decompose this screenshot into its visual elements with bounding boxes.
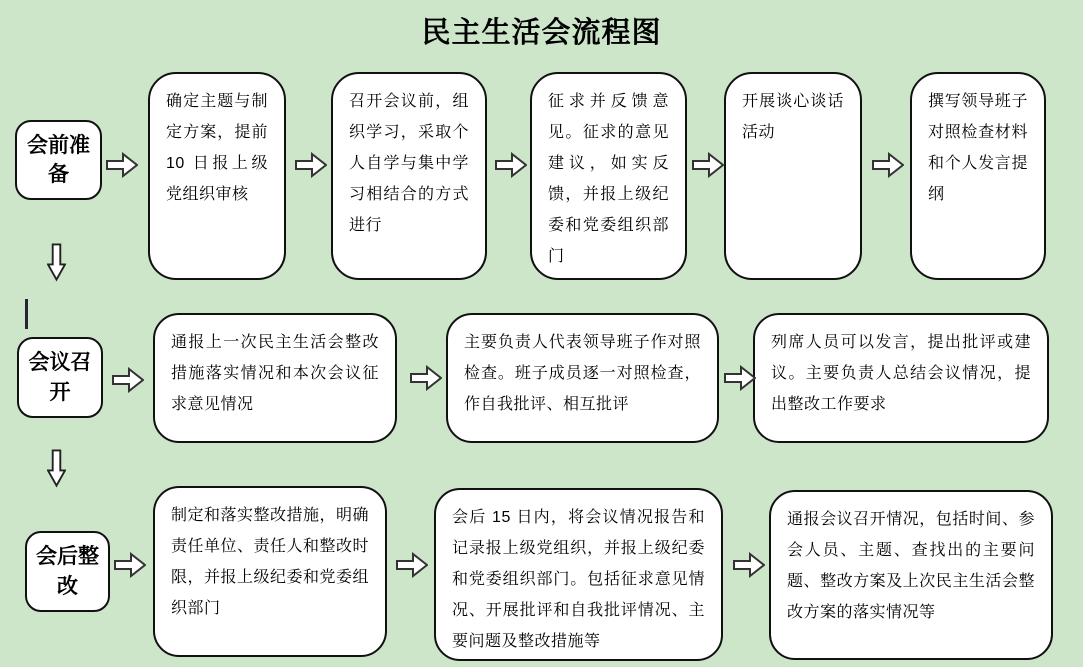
step-box: 确定主题与制定方案，提前 10 日报上级党组织审核 [148,72,286,280]
arrow-down-icon [47,449,66,488]
page-title: 民主生活会流程图 [421,17,662,49]
arrow-right-icon [724,365,756,391]
arrow-right-icon [872,152,904,178]
arrow-right-icon [396,552,428,578]
connector-line [25,299,28,329]
step-box: 制定和落实整改措施，明确责任单位、责任人和整改时限，并报上级纪委和党委组织部门 [153,486,387,657]
step-box: 撰写领导班子对照检查材料和个人发言提纲 [910,72,1046,280]
arrow-right-icon [692,152,724,178]
step-box: 主要负责人代表领导班子作对照检查。班子成员逐一对照检查，作自我批评、相互批评 [446,313,719,443]
arrow-right-icon [106,152,138,178]
step-box: 召开会议前，组织学习，采取个人自学与集中学习相结合的方式进行 [331,72,487,280]
step-box: 开展谈心谈话活动 [724,72,862,280]
arrow-right-icon [495,152,527,178]
step-box: 列席人员可以发言，提出批评或建议。主要负责人总结会议情况，提出整改工作要求 [753,313,1049,443]
step-box: 征求并反馈意见。征求的意见建议，如实反馈，并报上级纪委和党委组织部门 [530,72,687,280]
arrow-right-icon [295,152,327,178]
step-box: 会后 15 日内，将会议情况报告和记录报上级党组织，并报上级纪委和党委组织部门。包括征求意见情况、开展批评和自我批评情况、主要问题及整改措施等 [434,488,723,661]
step-box: 通报会议召开情况，包括时间、参会人员、主题、查找出的主要问题、整改方案及上次民主生活会整改方案的落实情况等 [769,490,1053,660]
arrow-right-icon [114,552,146,578]
stage-label-meeting: 会议召开 [17,337,103,418]
arrow-right-icon [410,365,442,391]
stage-label-post-meeting: 会后整改 [25,531,110,612]
step-box: 通报上一次民主生活会整改措施落实情况和本次会议征求意见情况 [153,313,397,443]
arrow-right-icon [112,367,144,393]
arrow-right-icon [733,552,765,578]
stage-label-pre-meeting: 会前准备 [15,120,102,200]
arrow-down-icon [47,243,66,282]
